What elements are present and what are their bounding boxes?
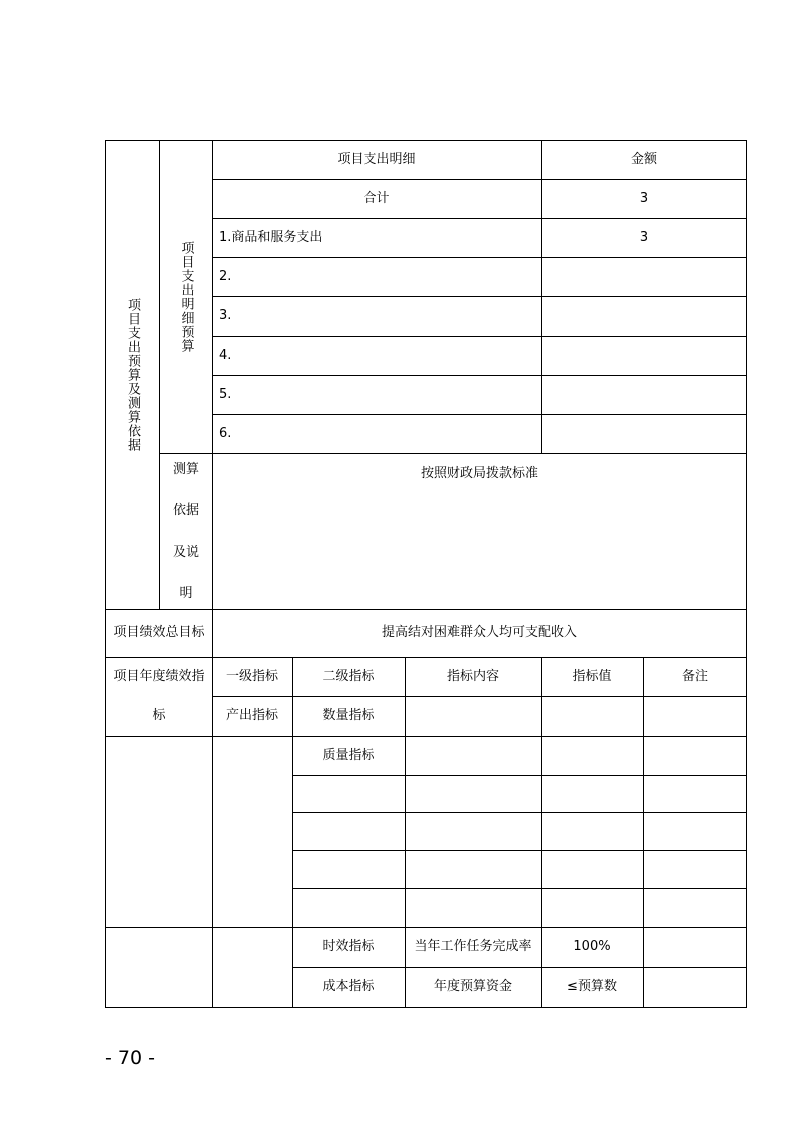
header-level1: 一级指标 (225, 668, 278, 684)
basis-label-line: 依据 (172, 503, 199, 519)
budget-detail-title-text: 项目支出明细预算 (178, 241, 194, 353)
grid-line (292, 775, 747, 776)
basis-label (159, 462, 213, 602)
budget-row-amount: 3 (639, 229, 649, 245)
indicators-label-line1: 项目年度绩效指 (113, 669, 205, 685)
header-item: 项目支出明细 (337, 151, 416, 167)
budget-row-amount (541, 414, 747, 453)
budget-row-amount (541, 257, 747, 296)
budget-detail-title (159, 140, 213, 454)
budget-row-label: 2. (219, 268, 232, 284)
performance-goal-label: 项目绩效总目标 (113, 625, 205, 641)
budget-row-label: 4. (219, 347, 232, 363)
basis-label-line: 测算 (172, 462, 199, 477)
cost-indicator-label: 成本指标 (322, 979, 375, 995)
budget-section-title (105, 140, 160, 610)
cost-indicator-value: ≤预算数 (567, 979, 617, 995)
output-indicator-label: 产出指标 (225, 708, 278, 724)
basis-label-line: 明 (179, 586, 193, 602)
budget-row-label: 5. (219, 386, 232, 402)
grid-line (292, 888, 747, 889)
table-border-bottom (105, 1007, 747, 1008)
timeliness-indicator-value: 100% (573, 939, 611, 955)
budget-row-label: 1.商品和服务支出 (219, 229, 323, 245)
grid-line (292, 812, 747, 813)
budget-row-amount (541, 296, 747, 336)
budget-row-label: 3. (219, 308, 232, 324)
header-level2: 二级指标 (322, 668, 375, 684)
page-number: - 70 - (105, 1047, 155, 1069)
performance-goal-content: 提高结对困难群众人均可支配收入 (381, 625, 577, 641)
budget-row-amount (541, 336, 747, 375)
grid-line (643, 657, 644, 1008)
budget-row-amount (541, 375, 747, 414)
basis-content: 按照财政局拨款标准 (420, 466, 538, 482)
basis-label-line: 及说 (172, 544, 199, 560)
grid-line (105, 736, 747, 737)
budget-section-title-text: 项目支出预算及测算依据 (125, 298, 140, 452)
timeliness-indicator-content: 当年工作任务完成率 (414, 939, 532, 955)
header-value: 指标值 (572, 668, 612, 684)
grid-line (159, 453, 747, 454)
cost-indicator-content: 年度预算资金 (433, 979, 512, 995)
header-note: 备注 (681, 668, 708, 684)
quality-indicator-label: 质量指标 (322, 747, 375, 763)
timeliness-indicator-label: 时效指标 (322, 939, 375, 955)
indicators-label-line2: 标 (152, 708, 166, 724)
grid-line (292, 850, 747, 851)
header-content: 指标内容 (446, 668, 499, 684)
quantity-indicator-label: 数量指标 (322, 708, 375, 724)
budget-row-label: 6. (219, 425, 232, 441)
header-amount: 金额 (630, 151, 657, 167)
total-label: 合计 (363, 190, 390, 206)
total-amount: 3 (639, 190, 649, 206)
